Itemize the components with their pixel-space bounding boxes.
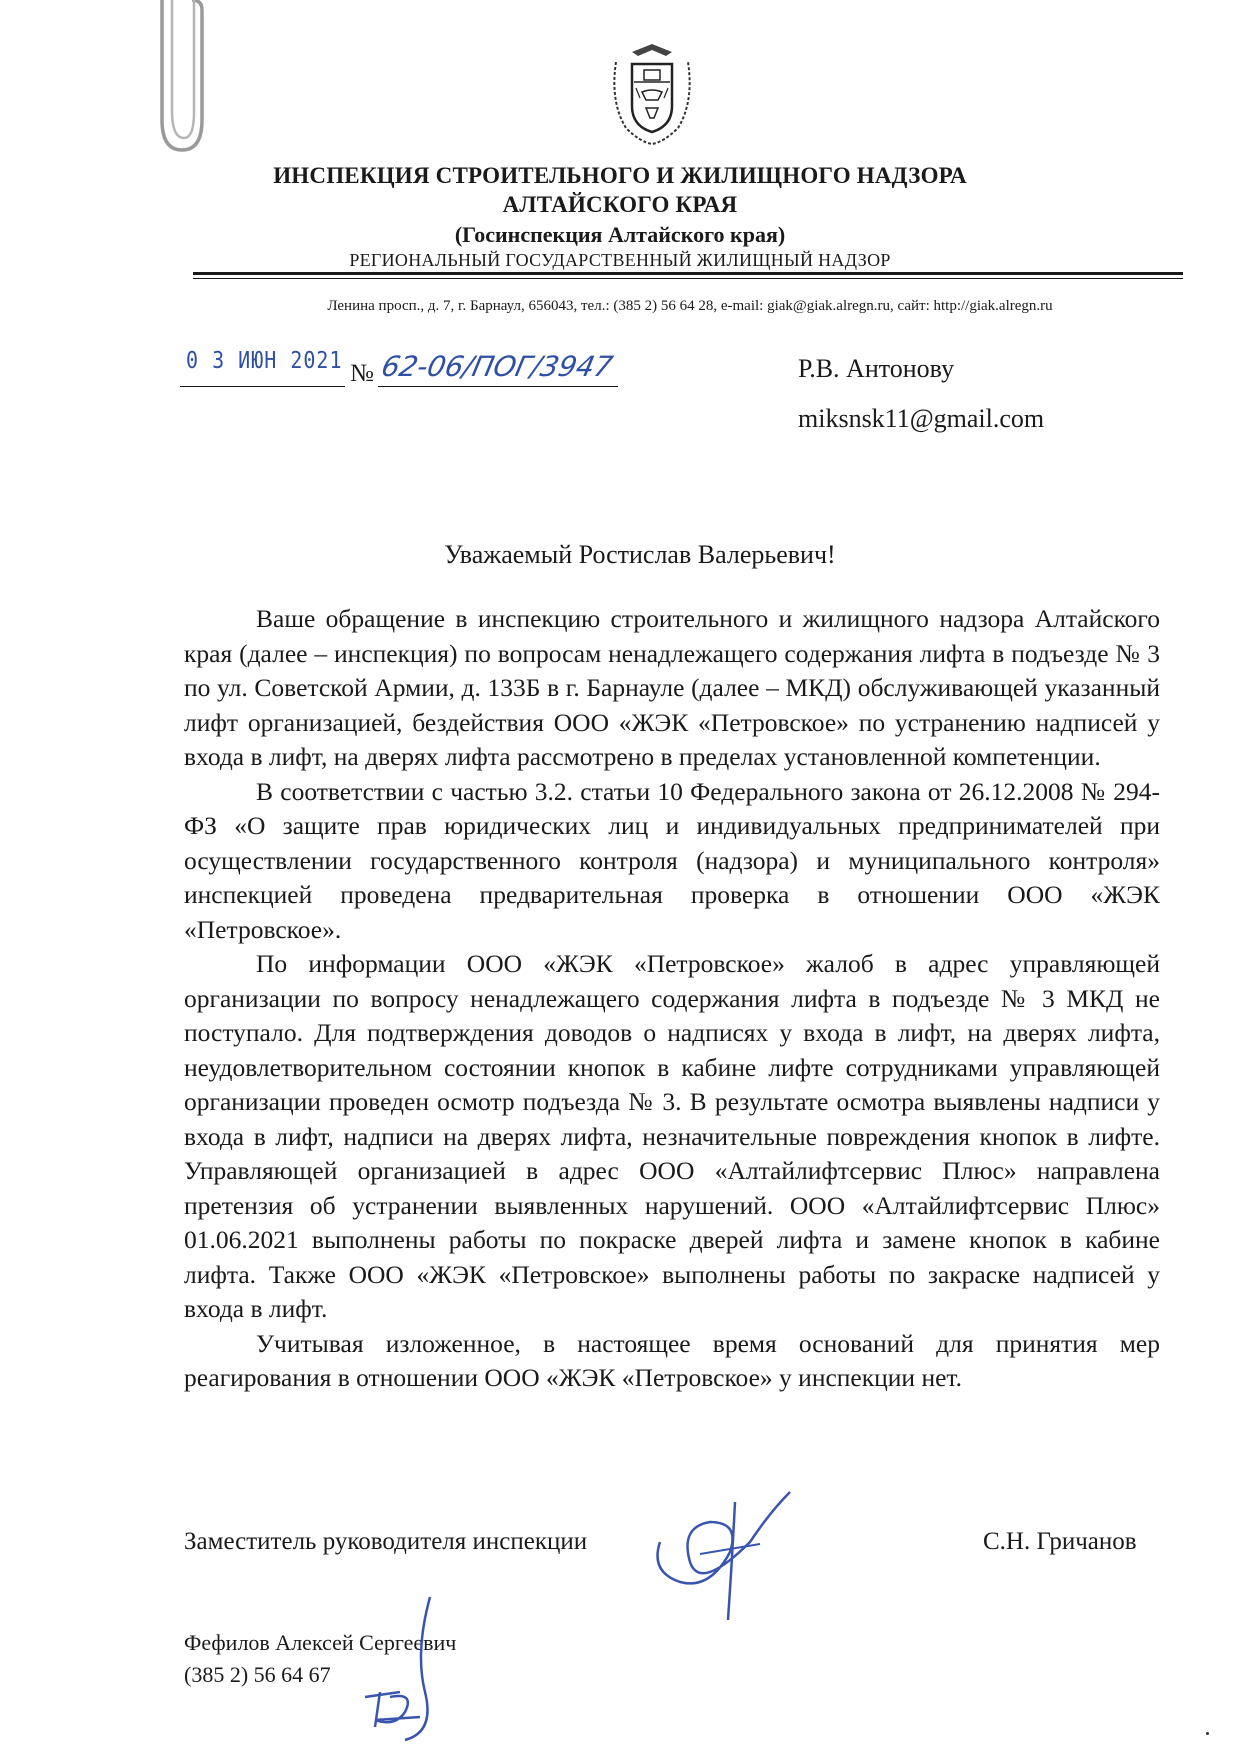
department-name: РЕГИОНАЛЬНЫЙ ГОСУДАРСТВЕННЫЙ ЖИЛИЩНЫЙ НАДЗОР [349,250,891,270]
signature-icon [640,1482,800,1622]
executor-name: Фефилов Алексей Сергеевич [184,1630,457,1655]
header-divider-thick [193,272,1183,275]
signatory-role: Заместитель руководителя инспекции [184,1528,588,1555]
registration-number: 62-06/ПОГ/3947 [378,350,616,383]
org-title-line2: АЛТАЙСКОГО КРАЯ [502,192,738,217]
scan-speck [1206,1732,1209,1735]
paragraph: Ваше обращение в инспекцию строительного и жилищного надзора Алтайского края (далее – инспекция) по вопросам ненадлежащего содержания лифта в подъезде № 3 по ул. Советской Армии, д. 133Б в г. Барнауле (далее – МКД) обслуживающей указанный лифт организацией, бездействия ООО «ЖЭК «Петровское» по устранению надписей у входа в лифт, на дверях лифта рассмотрено в пределах установленной компетенции. [184,604,1160,771]
contact-line: Ленина просп., д. 7, г. Барнаул, 656043, тел.: (385 2) 56 64 28, e-mail: giak@giak.alregn.ru, сайт: http://giak.alregn.ru [327,298,1053,314]
paper-clip-icon [150,0,210,160]
recipient-email: miksnsk11@gmail.com [798,404,1045,433]
executor-phone: (385 2) 56 64 67 [184,1662,331,1687]
paragraph: По информации ООО «ЖЭК «Петровское» жалоб в адрес управляющей организации по вопросу ненадлежащего содержания лифта в подъезде № 3 МКД не поступало. Для подтверждения доводов о надписях у входа в лифт, на дверях лифта, неудовлетворительном состоянии кнопок в кабине лифте сотрудниками управляющей организации проведен осмотр подъезда № 3. В результате осмотра выявлены надписи у входа в лифт, надписи на дверях лифта, незначительные повреждения кнопок в лифте. Управляющей организацией в адрес ООО «Алтайлифтсервис Плюс» направлена претензия об устранении выявленных нарушений. ООО «Алтайлифтсервис Плюс» 01.06.2021 выполнены работы по покраске дверей лифта и замене кнопок в кабине лифта. Также ООО «ЖЭК «Петровское» выполнены работы по закраске надписей у входа в лифт. [184,949,1160,1323]
date-underline [180,386,345,387]
letter-body [184,602,1160,1396]
header-divider-thin [193,278,1183,279]
coat-of-arms-icon [606,42,698,146]
number-label: № [350,360,374,387]
salutation: Уважаемый Ростислав Валерьевич! [444,540,836,569]
paragraph: В соответствии с частью 3.2. статьи 10 Федерального закона от 26.12.2008 № 294-ФЗ «О защите прав юридических лиц и индивидуальных предпринимателей при осуществлении государственного контроля (надзора) и муниципального контроля» инспекцией проведена предварительная проверка в отношении ООО «ЖЭК «Петровское». [184,776,1160,944]
org-title-line1: ИНСПЕКЦИЯ СТРОИТЕЛЬНОГО И ЖИЛИЩНОГО НАДЗОРА [273,163,967,188]
org-short-name: (Госинспекция Алтайского края) [454,222,786,247]
initials-signature-icon [345,1592,475,1742]
registration-date-stamp: 0 3 ИЮН 2021 [186,346,343,374]
number-underline [378,386,618,387]
recipient-name: Р.В. Антонову [798,354,955,383]
paragraph: Учитывая изложенное, в настоящее время оснований для принятия мер реагирования в отношении ООО «ЖЭК «Петровское» у инспекции нет. [184,1328,1160,1392]
signatory-name: С.Н. Гричанов [983,1528,1137,1555]
